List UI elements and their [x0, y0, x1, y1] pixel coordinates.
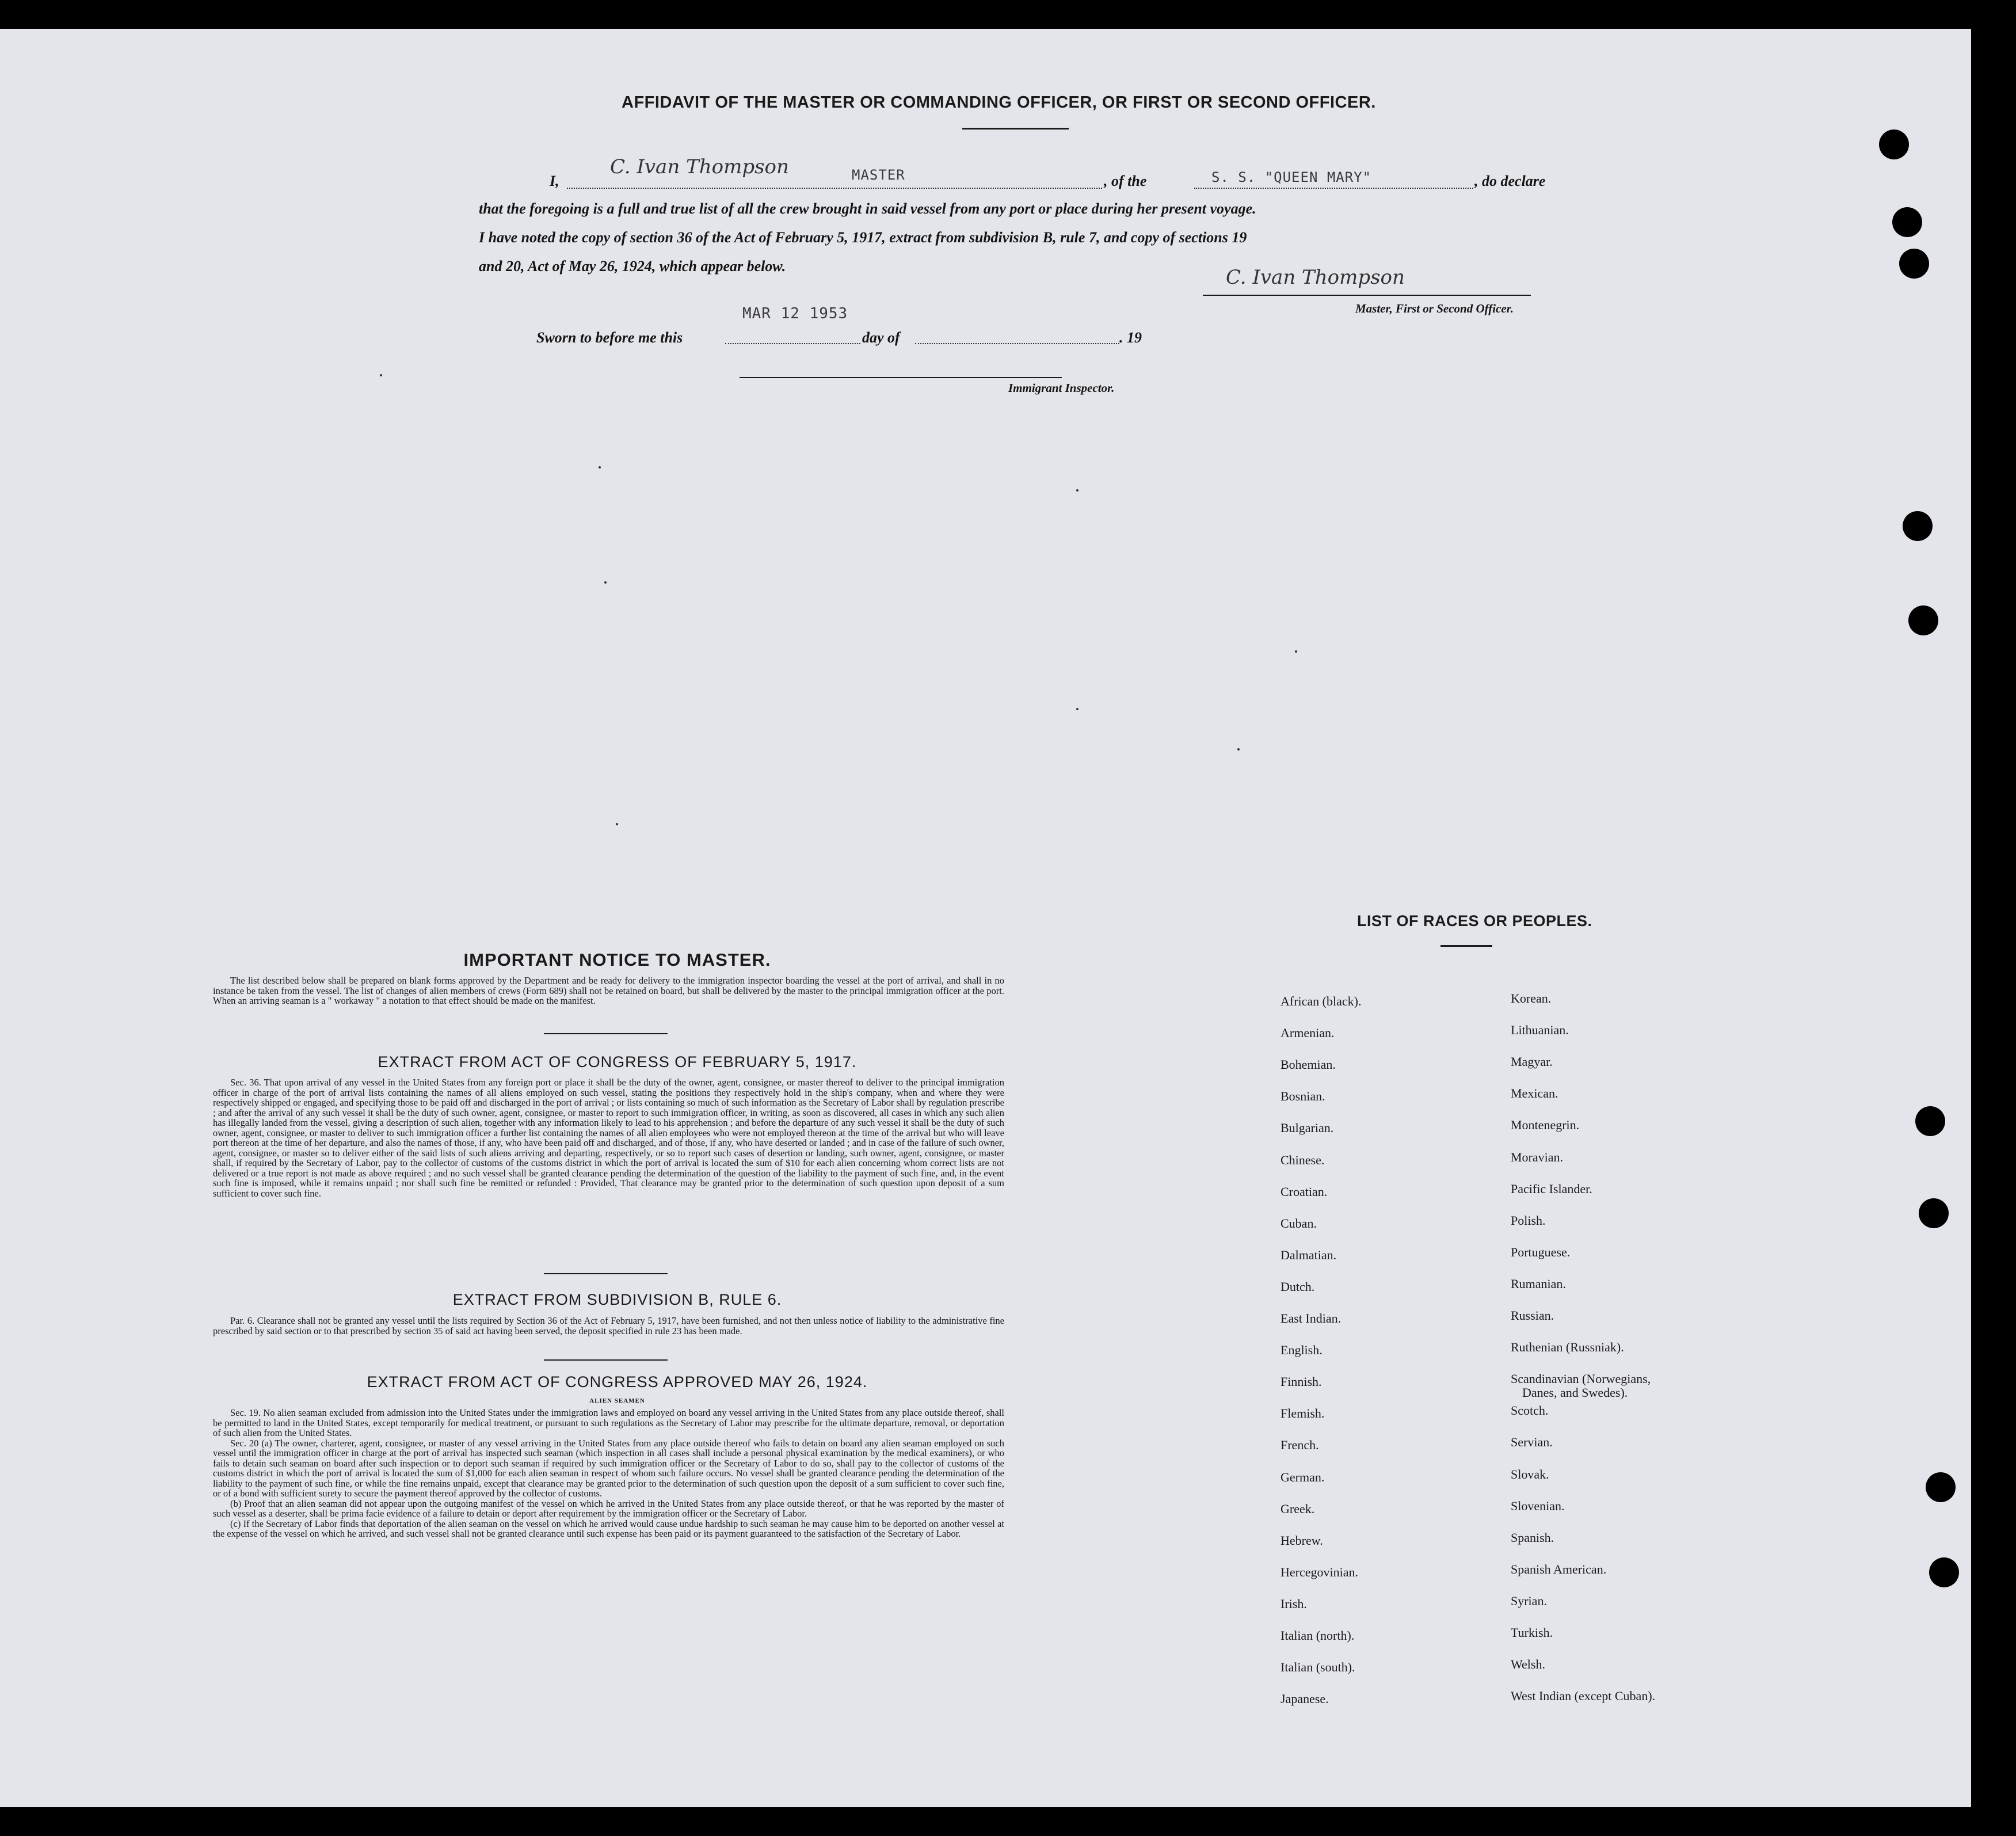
sworn-prefix: Sworn to before me this: [536, 329, 683, 346]
punch-hole: [1903, 511, 1933, 541]
sworn-day-line: [725, 343, 860, 344]
alien-seamen-subtitle: ALIEN SEAMEN: [589, 1397, 645, 1404]
dust-speck: [599, 466, 601, 468]
races-title: LIST OF RACES OR PEOPLES.: [1357, 912, 1592, 930]
of-the-text: , of the: [1104, 173, 1147, 189]
notice-title: IMPORTANT NOTICE TO MASTER.: [463, 950, 771, 970]
races-title-underline: [1440, 945, 1492, 947]
section-36-paragraph: Sec. 36. That upon arrival of any vessel in the United States from any foreign port or place it shall be the duty of the owner, agent, consignee, or master thereof to deliver to the principal immigration officer in charge of the port of arrival lists containing the names of all aliens employed on such vessel, stating the positions they respectively hold in the ship's company, when and where they were respectively shipped or engaged, and specifying those to be paid off and discharged in the port of arrival ; or lists containing so much of such information as the Secretary of Labor shall by regulation prescribe ; and after the arrival of any such vessel it shall be the duty of such owner, agent, consignee, or master to report to such immigration officer, in writing, as soon as discovered, all cases in which any such alien has illegally landed from the vessel, giving a description of such alien, together with any information likely to lead to his apprehension ; and before the departure of any such vessel it shall be the duty of such owner, agent, consignee, or master to deliver to such immigration officer a further list containing the names of all alien employees who were not employed thereon at the time of the arrival but who will leave port thereon at the time of her departure, and also the names of those, if any, who have been paid off and discharged, and of those, if any, who have deserted or landed ; and in case of the failure of such owner, agent, consignee, or master so to deliver either of the said lists of such aliens arriving and departing, respectively, or so to report such cases of desertion or landing, such owner, agent, consignee, or master shall, if required by the Secretary of Labor, pay to the collector of customs of the customs district in which the port of arrival is located the sum of $10 for each alien concerning whom correct lists are not delivered or a true report is not made as above required ; and no such vessel shall be granted clearance pending the determination of the question of the liability to the payment of such fine, and, in the event such fine is imposed, while it remains unpaid ; nor shall such fine be remitted or refunded : Provided, That clearance may be granted prior to the determination of such question upon deposit of a sum sufficient to cover such fine.: [213, 1077, 1004, 1199]
officer-caption: Master, First or Second Officer.: [1355, 302, 1514, 315]
race-item-right: Mexican.: [1511, 1086, 1558, 1101]
ship-line: [1194, 188, 1473, 189]
dust-speck: [616, 823, 618, 825]
race-item-right: Slovak.: [1511, 1466, 1549, 1481]
race-item-left: Hercegovinian.: [1281, 1564, 1358, 1579]
sworn-month-line: [915, 343, 1119, 344]
race-item-right: Servian.: [1511, 1435, 1553, 1450]
race-item-left: Chinese.: [1281, 1152, 1325, 1167]
race-item-right: Polish.: [1511, 1213, 1546, 1228]
race-item-right: Magyar.: [1511, 1054, 1553, 1069]
dust-speck: [1295, 650, 1297, 653]
sworn-day-of: day of: [862, 329, 900, 346]
extract-1917-title: EXTRACT FROM ACT OF CONGRESS OF FEBRUARY 5, 1917.: [378, 1053, 857, 1071]
extract-1924-title: EXTRACT FROM ACT OF CONGRESS APPROVED MAY 26, 1924.: [367, 1373, 868, 1391]
punch-hole: [1929, 1557, 1959, 1587]
race-item-right-continuation: Danes, and Swedes).: [1522, 1385, 1628, 1400]
race-item-left: Japanese.: [1281, 1692, 1329, 1707]
race-item-right: Portuguese.: [1511, 1244, 1571, 1259]
race-item-left: Dutch.: [1281, 1279, 1315, 1294]
race-item-right: Syrian.: [1511, 1593, 1547, 1608]
dust-speck: [604, 581, 607, 584]
race-item-left: East Indian.: [1281, 1311, 1342, 1325]
race-item-right: Turkish.: [1511, 1625, 1553, 1640]
race-item-left: Greek.: [1281, 1501, 1315, 1516]
declarant-rank: MASTER: [852, 167, 905, 183]
sworn-year: . 19: [1119, 329, 1142, 346]
race-item-right: Spanish.: [1511, 1530, 1554, 1545]
race-item-right: Korean.: [1511, 991, 1552, 1005]
extract-1924-body: [213, 1408, 1004, 1539]
race-item-right: Scandinavian (Norwegians,: [1511, 1372, 1651, 1386]
race-item-left: African (black).: [1281, 994, 1362, 1008]
race-item-left: French.: [1281, 1438, 1319, 1453]
notice-body: [213, 976, 1004, 1006]
dust-speck: [380, 374, 382, 376]
title-underline: [962, 128, 1069, 129]
race-item-right: Spanish American.: [1511, 1561, 1607, 1576]
race-item-right: Moravian.: [1511, 1149, 1564, 1164]
race-item-left: Italian (north).: [1281, 1628, 1355, 1643]
race-item-left: Cuban.: [1281, 1216, 1317, 1231]
race-item-right: Rumanian.: [1511, 1276, 1566, 1291]
race-item-left: Irish.: [1281, 1596, 1307, 1611]
race-item-right: Montenegrin.: [1511, 1118, 1580, 1133]
extract-rule6-title: EXTRACT FROM SUBDIVISION B, RULE 6.: [452, 1291, 782, 1308]
section-20a-paragraph: Sec. 20 (a) The owner, charterer, agent, consignee, or master of any vessel arriving in the United States from any place outside thereof who fails to detain on board any alien seaman employed on such vessel until the immigration officer in charge at the port of arrival has inspected such seaman (which inspection in all cases shall include a personal physical examination by the medical examiners), or who fails to detain such seaman on board after such inspection or to deport such seaman if required by such immigration officer or the Secretary of Labor to do so, shall pay to the collector of customs of the customs district in which the port of arrival is located the sum of $1,000 for each alien seaman in respect of whom such failure occurs. No vessel shall be granted clearance pending the determination of the liability to the payment of such fine, or while the fine remains unpaid, except that clearance may be granted prior to the determination of such question upon the deposit of a sum sufficient to cover such fine, or of a bond with sufficient surety to secure the payment thereof approved by the collector of customs.: [213, 1437, 1004, 1499]
race-item-left: Flemish.: [1281, 1406, 1325, 1421]
punch-hole: [1899, 249, 1929, 279]
dust-speck: [1076, 708, 1078, 710]
declarant-signature: C. Ivan Thompson: [610, 155, 789, 178]
punch-hole: [1915, 1106, 1945, 1136]
affidavit-line-4: and 20, Act of May 26, 1924, which appear below.: [479, 258, 786, 275]
race-item-right: Scotch.: [1511, 1403, 1549, 1418]
race-item-right: Lithuanian.: [1511, 1023, 1569, 1038]
dust-speck: [1076, 489, 1078, 492]
inspector-caption: Immigrant Inspector.: [1008, 381, 1115, 395]
notice-paragraph: The list described below shall be prepared on blank forms approved by the Department and be ready for delivery to the immigration inspector boarding the vessel at the port of arrival, and shall in no instance be taken from the vessel. The list of changes of alien members of crews (Form 689) shall not be retained on board, but shall be delivered by the master to the principal immigration officer at the port. When an arriving seaman is a " workaway " a notation to that effect should be made on the manifest.: [213, 975, 1004, 1006]
race-item-left: Bulgarian.: [1281, 1121, 1334, 1136]
section-19-paragraph: Sec. 19. No alien seaman excluded from admission into the United States under the immigration laws and employed on board any vessel arriving in the United States from any place outside thereof, shall be permitted to land in the United States, except temporarily for medical treatment, or pursuant to such regulations as the Secretary of Labor may prescribe for the ultimate departure, removal, or deportation of such alien from the United States.: [213, 1407, 1004, 1438]
race-item-right: Russian.: [1511, 1308, 1554, 1323]
officer-signature: C. Ivan Thompson: [1226, 266, 1405, 289]
extract-rule6-body: [213, 1316, 1004, 1336]
race-item-left: Bosnian.: [1281, 1089, 1325, 1104]
dust-speck: [1237, 748, 1240, 751]
race-item-left: Dalmatian.: [1281, 1247, 1337, 1262]
affidavit-title: AFFIDAVIT OF THE MASTER OR COMMANDING OFFICER, OR FIRST OR SECOND OFFICER.: [622, 93, 1376, 112]
extract-1917-body: [213, 1077, 1004, 1198]
extract-1917-divider: [544, 1273, 668, 1274]
race-item-left: English.: [1281, 1343, 1323, 1358]
section-20b-paragraph: (b) Proof that an alien seaman did not appear upon the outgoing manifest of the vessel on which he arrived in the United States from any place outside thereof, or that he was reported by the master of such vessel as a deserter, shall be prima facie evidence of a failure to detain or deport after requirement by the immigration officer or the Secretary of Labor.: [213, 1498, 1004, 1519]
ship-name: S. S. "QUEEN MARY": [1211, 169, 1372, 185]
race-item-left: Armenian.: [1281, 1026, 1335, 1041]
punch-hole: [1879, 129, 1909, 159]
race-item-right: Pacific Islander.: [1511, 1181, 1592, 1196]
race-item-left: Italian (south).: [1281, 1660, 1355, 1675]
inspector-signature-line: [740, 377, 1062, 378]
race-item-left: Hebrew.: [1281, 1533, 1323, 1548]
declare-text: , do declare: [1474, 173, 1546, 189]
officer-signature-line: [1203, 295, 1531, 296]
declarant-prefix: I,: [550, 173, 559, 189]
race-item-right: Slovenian.: [1511, 1498, 1565, 1513]
punch-hole: [1926, 1472, 1956, 1502]
race-item-left: Bohemian.: [1281, 1057, 1336, 1072]
notice-divider: [544, 1033, 668, 1034]
race-item-left: German.: [1281, 1469, 1325, 1484]
punch-hole: [1908, 605, 1938, 635]
race-item-right: West Indian (except Cuban).: [1511, 1689, 1656, 1704]
race-item-left: Croatian.: [1281, 1184, 1328, 1199]
stamp-date: MAR 12 1953: [742, 305, 848, 322]
race-item-right: Welsh.: [1511, 1657, 1545, 1672]
affidavit-line-2: that the foregoing is a full and true list of all the crew brought in said vessel from any port or place during her present voyage.: [479, 200, 1256, 217]
document-page: [0, 29, 1971, 1807]
race-item-left: Finnish.: [1281, 1374, 1322, 1389]
section-20c-paragraph: (c) If the Secretary of Labor finds that deportation of the alien seaman on the vessel on which he arrived would cause undue hardship to such seaman he may cause him to be deported on another vessel at the expense of the vessel on which he arrived, and such vessel shall not be granted clearance until such expense has been paid or its payment guaranteed to the satisfaction of the Secretary of Labor.: [213, 1518, 1004, 1539]
declarant-line: [567, 188, 1102, 189]
paragraph-6: Par. 6. Clearance shall not be granted any vessel until the lists required by Section 36 of the Act of February 5, 1917, have been furnished, and not then unless notice of liability to the administrative fine prescribed by said section or to that prescribed by section 35 of said act having been served, the deposit specified in rule 23 has been made.: [213, 1315, 1004, 1336]
extract-rule6-divider: [544, 1359, 668, 1361]
punch-hole: [1892, 207, 1922, 237]
punch-hole: [1919, 1198, 1949, 1228]
affidavit-line-3: I have noted the copy of section 36 of the Act of February 5, 1917, extract from subdivision B, rule 7, and copy of sections 19: [479, 229, 1247, 246]
race-item-right: Ruthenian (Russniak).: [1511, 1340, 1624, 1355]
